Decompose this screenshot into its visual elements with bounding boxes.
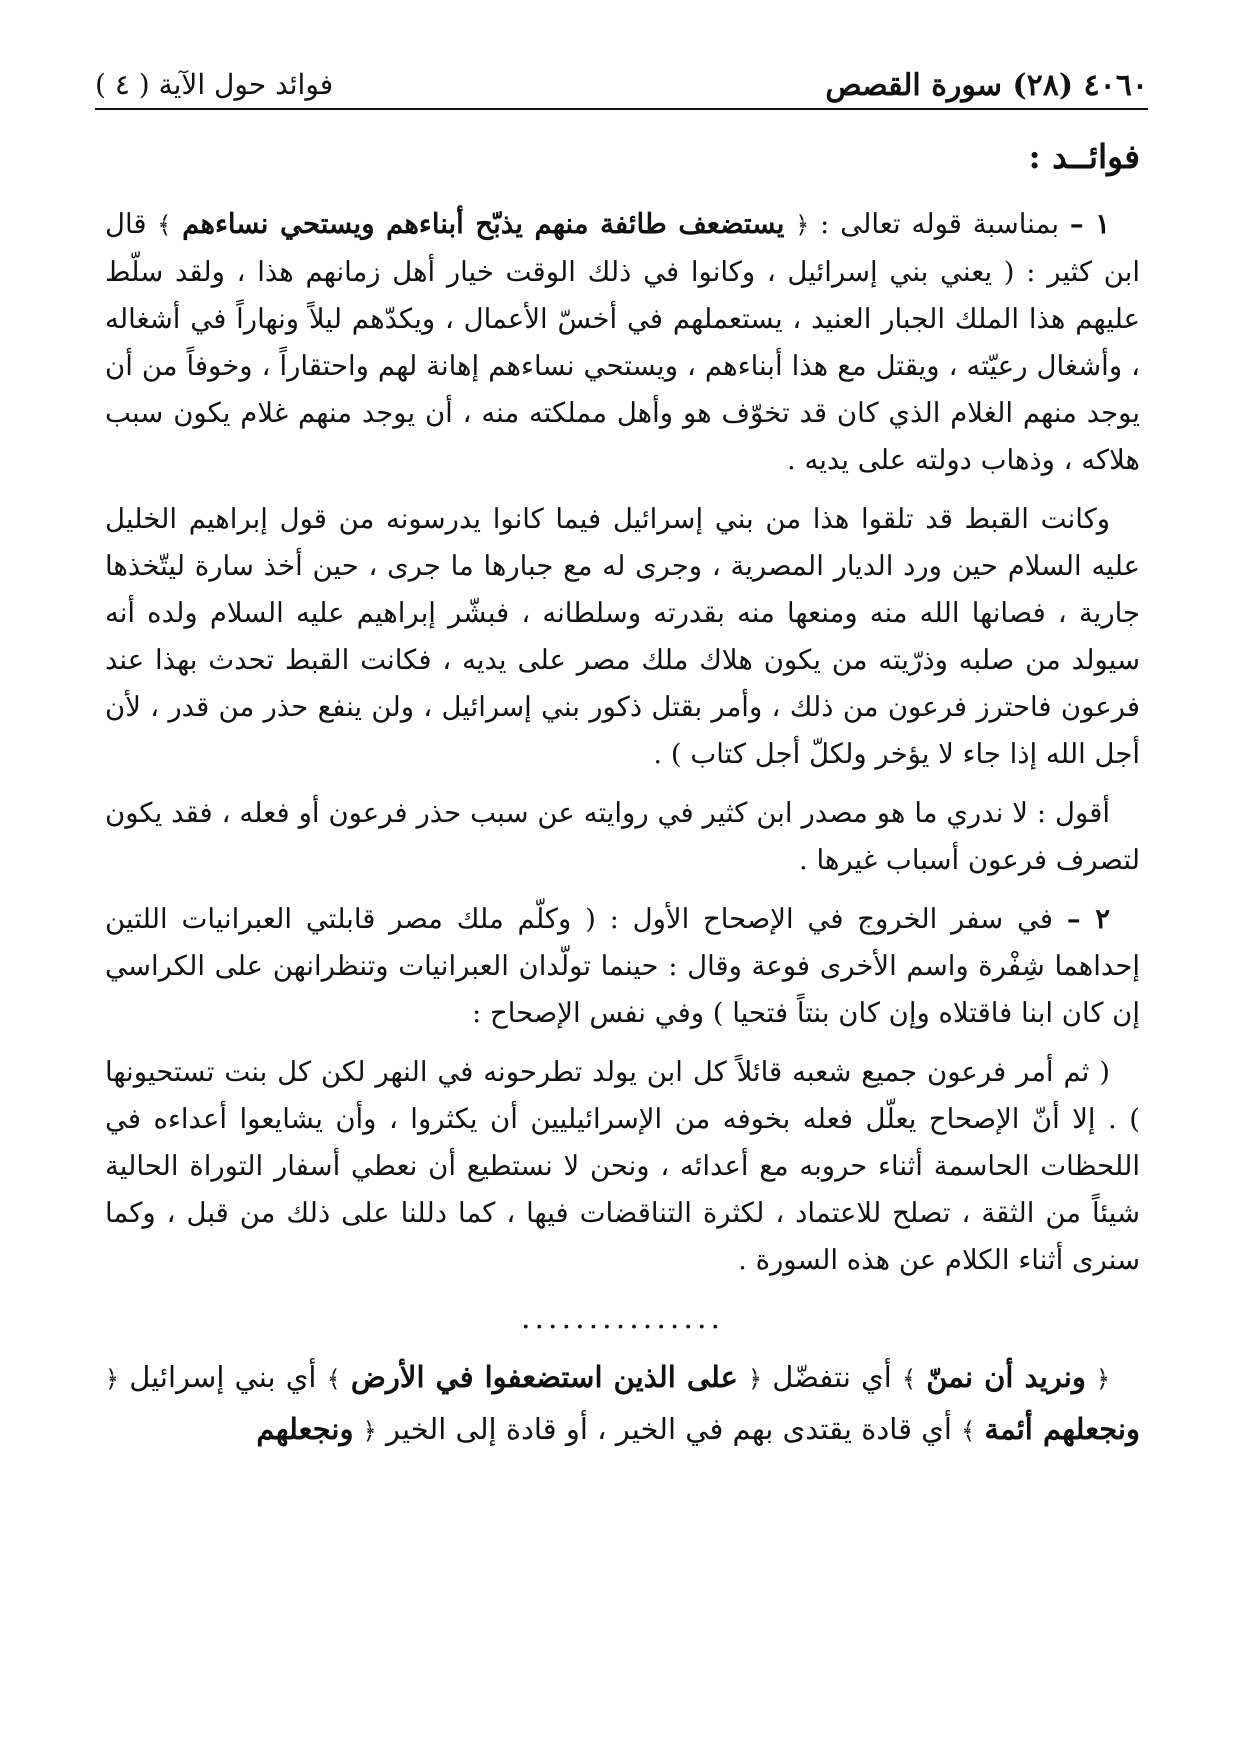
- section-heading-label: فوائد حول الآية ( ٤ ): [95, 68, 334, 101]
- quran-verse: على الذين استضعفوا في الأرض: [350, 1360, 738, 1394]
- paragraph-3: أقول : لا ندري ما هو مصدر ابن كثير في روايته عن سبب حذر فرعون أو فعله ، فقد يكون لتصرف فرعون أسباب غيرها .: [105, 797, 1140, 876]
- verse-bracket-open: ﴿: [748, 1365, 763, 1393]
- section-title: فوائــد :: [1028, 137, 1140, 176]
- p1-lead: بمناسبة قوله تعالى :: [820, 208, 1060, 240]
- item-number-1: ١ –: [1069, 208, 1110, 240]
- p4-text: في سفر الخروج في الإصحاح الأول : ( وكلّم ملك مصر قابلتي العبرانيات اللتين إحداهما شِفْرة واسم الأخرى فوعة وقال : حينما تولّدان العبرانيات وتنظرانهن على الكراسي إن كان ابنا فاقتلاه وإن كان بنتاً فتحيا ) وفي نفس الإصحاح :: [105, 903, 1140, 1029]
- verse-bracket-close: ﴾: [961, 1417, 976, 1445]
- verse-bracket-open: ﴿: [362, 1417, 377, 1445]
- verse-bracket-open: ﴿: [105, 1365, 120, 1393]
- paragraph-1: [105, 201, 1140, 484]
- page-body: [105, 135, 1140, 1468]
- quran-verse: يستضعف طائفة منهم يذبّح أبناءهم ويستحي نساءهم: [182, 208, 785, 240]
- verse-bracket-open: ﴿: [1096, 1365, 1111, 1393]
- page-number-and-surah: ٤٠٦٠ (٢٨) سورة القصص: [825, 68, 1148, 103]
- commentary-text: أي بني إسرائيل: [129, 1360, 317, 1394]
- paragraph-2: وكانت القبط قد تلقوا هذا من بني إسرائيل فيما كانوا يدرسونه من قول إبراهيم الخليل عليه السلام حين ورد الديار المصرية ، وجرى له مع جبارها ما جرى ، حين أخذ سارة ليتّخذها جارية ، فصانها الله منه ومنعها منه بقدرته وسلطانه ، فبشّر إبراهيم عليه السلام ولده أنه سيولد من صلبه وذرّيته من يكون هلاك ملك مصر على يديه ، فكانت القبط تحدث بهذا عند فرعون فاحترز فرعون من ذلك ، وأمر بقتل ذكور بني إسرائيل ، ولن ينفع حذر من قدر ، لأن أجل الله إذا جاء لا يؤخر ولكلّ أجل كتاب ) .: [105, 503, 1140, 770]
- paragraph-5: ( ثم أمر فرعون جميع شعبه قائلاً كل ابن يولد تطرحونه في النهر لكن كل بنت تستحيونها ) . إلا أنّ الإصحاح يعلّل فعله بخوفه من الإسرائيليين أن يكثروا ، وأن يشايعوا أعداءه في اللحظات الحاسمة أثناء حروبه مع أعدائه ، ونحن لا نستطيع أن نعطي أسفار التوراة الحالية شيئاً من الثقة ، تصلح للاعتماد ، لكثرة التناقضات فيها ، كما دللنا على ذلك من قبل ، وكما سنرى أثناء الكلام عن هذه السورة .: [105, 1056, 1140, 1276]
- commentary-text: أي نتفضّل: [772, 1360, 892, 1394]
- verse-bracket-close: ﴾: [901, 1365, 917, 1393]
- verse-bracket-close: ﴾: [326, 1365, 341, 1393]
- verse-bracket-open: ﴿: [795, 211, 810, 239]
- paragraph-4: [105, 896, 1140, 1037]
- quran-verse: ونريد أن نمنّ: [926, 1360, 1086, 1394]
- quran-verse: ونجعلهم: [256, 1412, 354, 1446]
- header-rule: [95, 108, 1148, 110]
- verse-commentary: [105, 1352, 1140, 1456]
- verse-bracket-close: ﴾: [157, 211, 172, 239]
- p1-text: قال ابن كثير : ( يعني بني إسرائيل ، وكانوا في ذلك الوقت خيار أهل زمانهم هذا ، ولقد سلّط عليهم هذا الملك الجبار العنيد ، يستعملهم في أخسّ الأعمال ، ويكدّهم ليلاً ونهاراً في أشغاله ، وأشغال رعيّته ، ويقتل مع هذا أبناءهم ، ويستحي نساءهم إهانة لهم واحتقاراً ، وخوفاً من أن يوجد منهم الغلام الذي كان قد تخوّف هو وأهل مملكته منه ، أن يوجد منهم غلام يكون سبب هلاكه ، وذهاب دولته على يديه .: [105, 208, 1140, 476]
- dotted-separator: ...............: [520, 1301, 725, 1336]
- quran-verse: ونجعلهم أئمة: [984, 1412, 1140, 1446]
- item-number-2: ٢ –: [1066, 903, 1110, 935]
- commentary-text: أي قادة يقتدى بهم في الخير ، أو قادة إلى الخير: [385, 1412, 952, 1446]
- running-header: [95, 62, 1148, 110]
